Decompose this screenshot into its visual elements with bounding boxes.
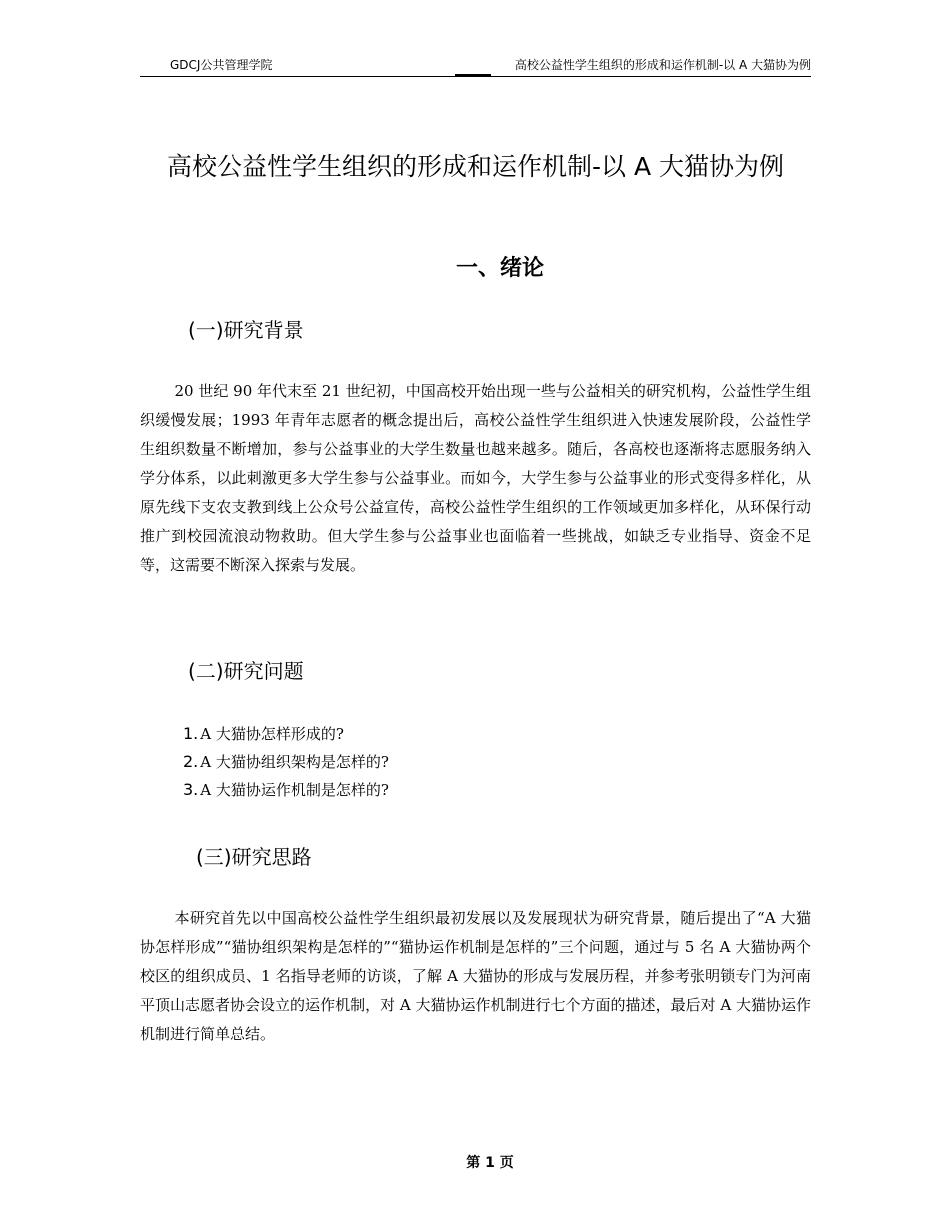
list-item-number: 3.: [183, 780, 199, 799]
paragraph-background: 20 世纪 90 年代末至 21 世纪初，中国高校开始出现一些与公益相关的研究机构，公益性学生组织缓慢发展；1993 年青年志愿者的概念提出后，高校公益性学生组织进入快速发展阶段，公益性学生组织数量不断增加，参与公益事业的大学生数量也越来越多。随后，各高校也逐渐将志愿服务纳入学分体系，以此刺激更多大学生参与公益事业。而如今，大学生参与公益事业的形式变得多样化，从原先线下支农支教到线上公众号公益宣传，高校公益性学生组织的工作领域更加多样化，从环保行动推广到校园流浪动物救助。但大学生参与公益事业也面临着一些挑战，如缺乏专业指导、资金不足等，这需要不断深入探索与发展。: [140, 382, 811, 574]
list-item: [183, 720, 389, 748]
page-header: [140, 55, 811, 75]
list-item-number: 2.: [183, 752, 199, 771]
subsection-heading-approach: (三)研究思路: [196, 845, 312, 869]
page-number: 第 1 页: [466, 1155, 514, 1171]
subsection-heading-background: (一)研究背景: [188, 318, 304, 342]
subsection-heading-questions: (二)研究问题: [188, 659, 304, 683]
list-item: [183, 748, 389, 776]
list-item-text: A 大猫协怎样形成的?: [200, 725, 344, 743]
list-item-number: 1.: [183, 724, 199, 743]
header-rule-accent: [455, 74, 491, 76]
section-heading-introduction: 一、绪论: [455, 256, 544, 281]
document-title: 高校公益性学生组织的形成和运作机制-以 A 大猫协为例: [166, 152, 785, 181]
header-running-title: 高校公益性学生组织的形成和运作机制-以 A 大猫协为例: [514, 58, 811, 72]
research-question-list: [183, 720, 389, 804]
list-item-text: A 大猫协运作机制是怎样的?: [200, 781, 389, 799]
list-item-text: A 大猫协组织架构是怎样的?: [200, 753, 389, 771]
paragraph-approach: 本研究首先以中国高校公益性学生组织最初发展以及发展现状为研究背景，随后提出了“A 大猫协怎样形成”“猫协组织架构是怎样的”“猫协运作机制是怎样的”三个问题，通过与 5 名 A 大猫协两个校区的组织成员、1 名指导老师的访谈，了解 A 大猫协的形成与发展历程，并参考张明锁专门为河南平顶山志愿者协会设立的运作机制，对 A 大猫协运作机制进行七个方面的描述，最后对 A 大猫协运作机制进行简单总结。: [140, 909, 811, 1043]
header-rule: [140, 76, 811, 77]
list-item: [183, 776, 389, 804]
header-institution: GDCJ公共管理学院: [170, 58, 273, 72]
